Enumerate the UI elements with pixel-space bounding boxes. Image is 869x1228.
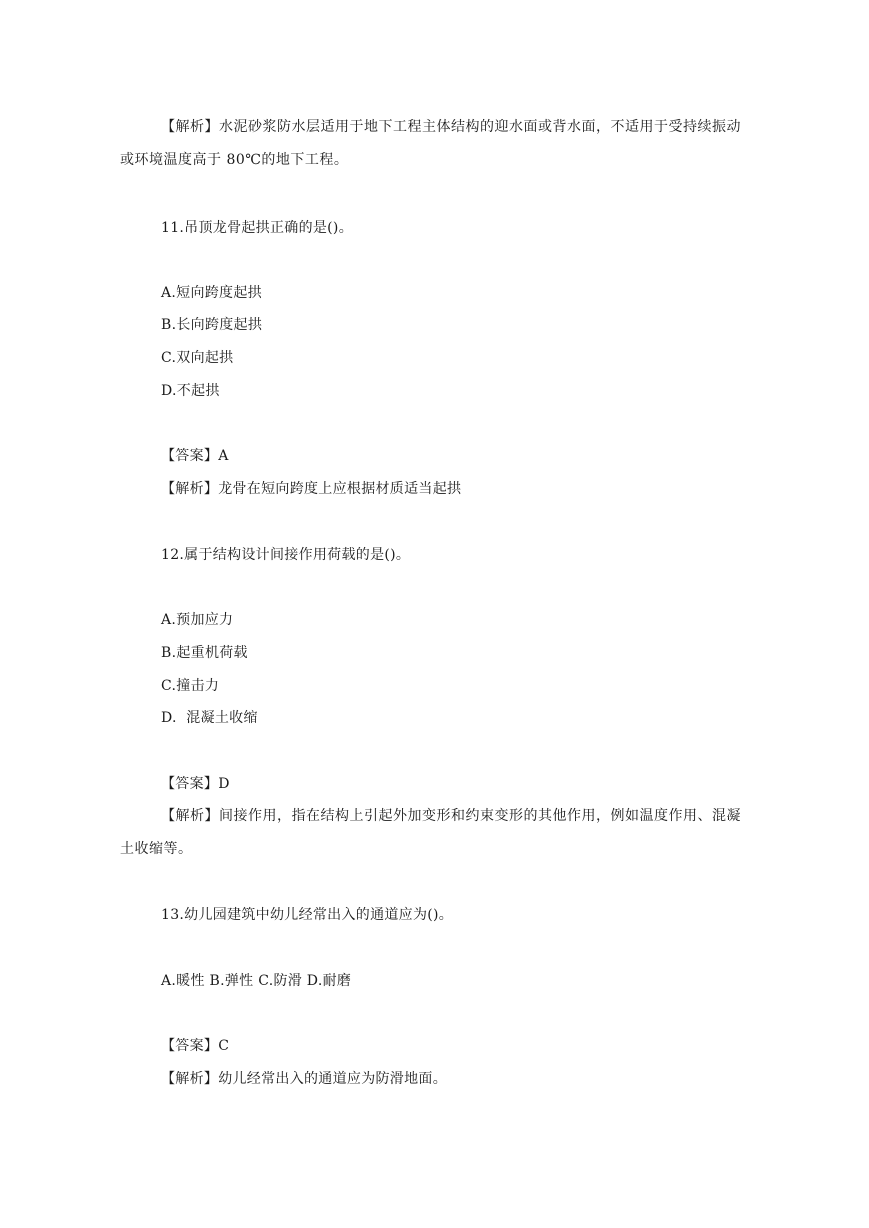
question-13-analysis: 【解析】幼儿经常出入的通道应为防滑地面。 xyxy=(161,1071,447,1087)
question-12-option-b: B.起重机荷载 xyxy=(161,645,248,661)
question-11-analysis: 【解析】龙骨在短向跨度上应根据材质适当起拱 xyxy=(161,481,462,497)
question-11-option-b: B.长向跨度起拱 xyxy=(161,317,263,333)
question-11-option-a: A.短向跨度起拱 xyxy=(161,285,262,301)
intro-analysis: 【解析】水泥砂浆防水层适用于地下工程主体结构的迎水面或背水面，不适用于受持续振动或环境温度高于 80℃的地下工程。 xyxy=(120,119,741,168)
question-11-option-d: D.不起拱 xyxy=(161,383,220,399)
question-11-option-c: C.双向起拱 xyxy=(161,350,234,366)
question-13-options: A.暖性 B.弹性 C.防滑 D.耐磨 xyxy=(161,973,352,989)
question-12-analysis: 【解析】间接作用，指在结构上引起外加变形和约束变形的其他作用，例如温度作用、混凝土收缩等。 xyxy=(120,808,741,857)
question-12-option-c: C.撞击力 xyxy=(161,678,220,694)
question-11-answer: 【答案】A xyxy=(161,448,229,464)
question-11-stem: 11.吊顶龙骨起拱正确的是()。 xyxy=(161,220,353,236)
question-13-answer: 【答案】C xyxy=(161,1038,230,1054)
question-13-stem: 13.幼儿园建筑中幼儿经常出入的通道应为()。 xyxy=(161,907,454,923)
question-12-stem: 12.属于结构设计间接作用荷载的是()。 xyxy=(161,547,411,563)
question-12-answer: 【答案】D xyxy=(161,776,230,792)
question-12-option-a: A.预加应力 xyxy=(161,612,234,628)
question-12-option-d: D. 混凝土收缩 xyxy=(161,710,258,726)
